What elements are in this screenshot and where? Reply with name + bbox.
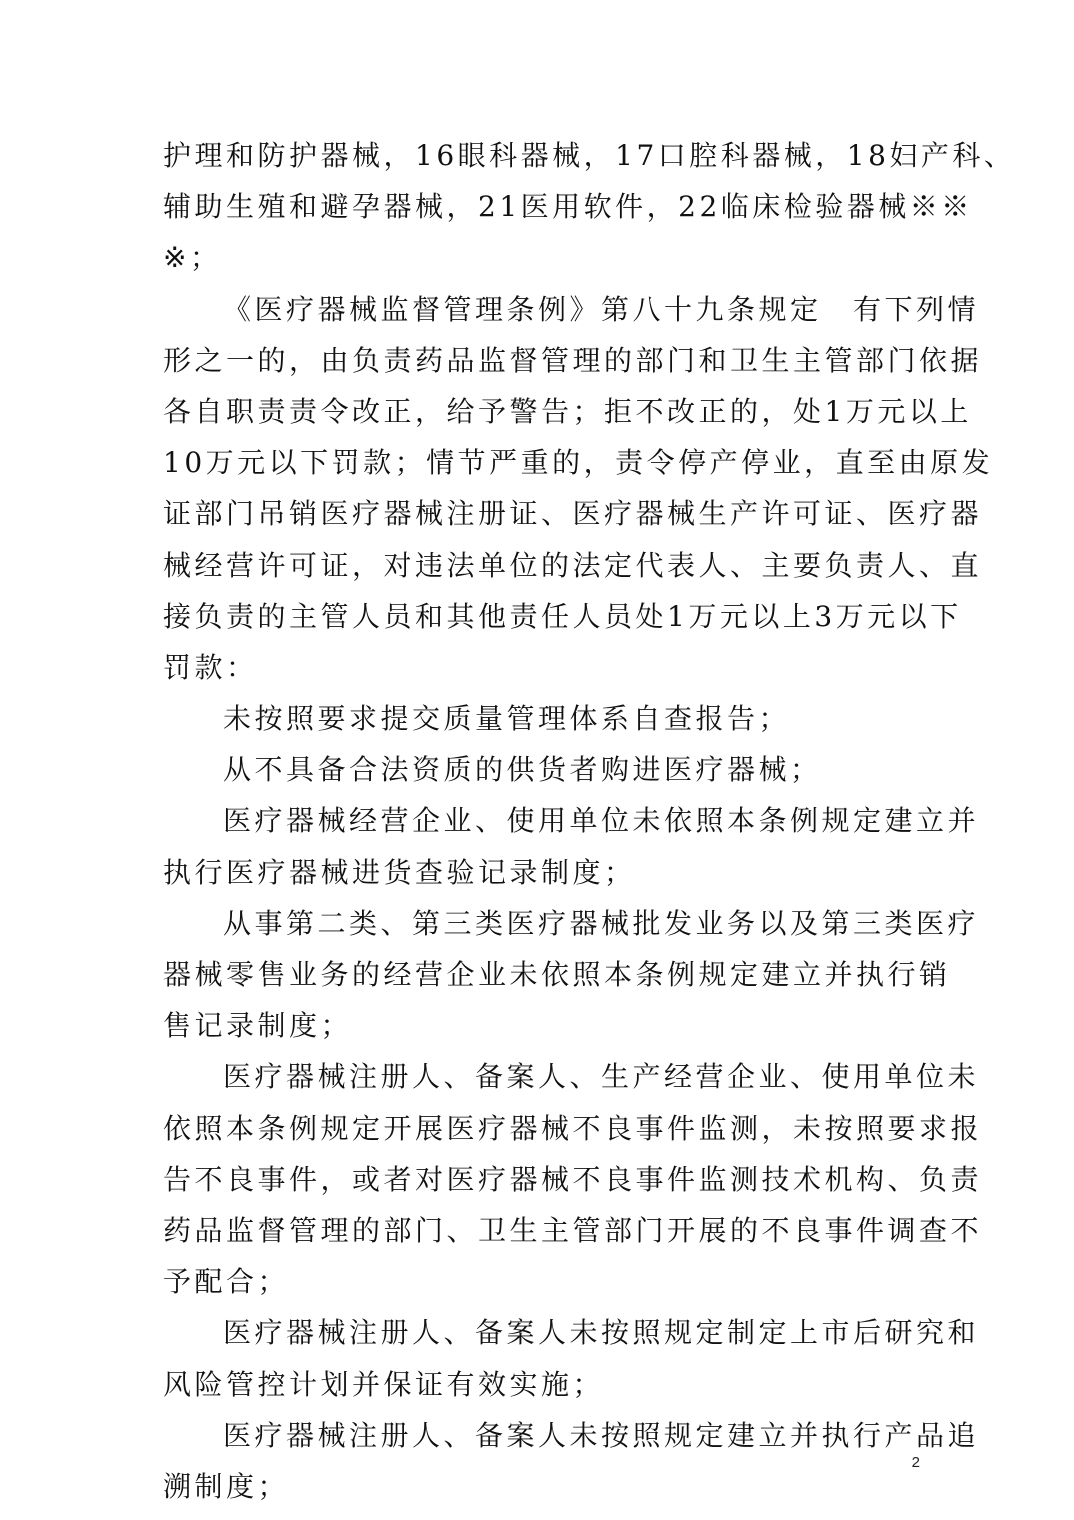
text-line: 从不具备合法资质的供货者购进医疗器械；	[223, 753, 822, 787]
text-line: 依照本条例规定开展医疗器械不良事件监测，未按照要求报	[163, 1111, 983, 1145]
text-line: 各自职责责令改正，给予警告；拒不改正的，处1万元以上	[163, 394, 972, 428]
text-line: 未按照要求提交质量管理体系自查报告；	[223, 702, 791, 736]
text-line: 医疗器械经营企业、使用单位未依照本条例规定建立并	[223, 804, 980, 838]
text-line: 告不良事件，或者对医疗器械不良事件监测技术机构、负责	[163, 1162, 983, 1196]
text-line: 药品监督管理的部门、卫生主管部门开展的不良事件调查不	[163, 1213, 983, 1247]
page-number: 2	[911, 1454, 920, 1471]
text-line: 10万元以下罚款；情节严重的，责令停产停业，直至由原发	[163, 446, 994, 480]
text-line: 械经营许可证，对违法单位的法定代表人、主要负责人、直	[163, 548, 983, 582]
document-body	[163, 130, 1016, 1512]
text-line: 罚款：	[163, 650, 258, 684]
text-line: 《医疗器械监督管理条例》第八十九条规定 有下列情	[223, 292, 980, 326]
text-line: 溯制度；	[163, 1469, 290, 1503]
text-line: 医疗器械注册人、备案人未按照规定制定上市后研究和	[223, 1316, 980, 1350]
text-line: 售记录制度；	[163, 1009, 353, 1043]
text-line: 形之一的，由负责药品监督管理的部门和卫生主管部门依据	[163, 343, 983, 377]
text-line: 风险管控计划并保证有效实施；	[163, 1367, 605, 1401]
text-line: 护理和防护器械，16眼科器械，17口腔科器械，18妇产科、	[163, 139, 1016, 172]
text-line: 执行医疗器械进货查验记录制度；	[163, 855, 636, 889]
text-line: 器械零售业务的经营企业未依照本条例规定建立并执行销	[163, 958, 951, 991]
text-line: 接负责的主管人员和其他责任人员处1万元以上3万元以下	[163, 599, 962, 633]
text-line: 辅助生殖和避孕器械，21医用软件，22临床检验器械※※	[163, 190, 973, 224]
text-line: 医疗器械注册人、备案人、生产经营企业、使用单位未	[223, 1060, 980, 1094]
text-line: 证部门吊销医疗器械注册证、医疗器械生产许可证、医疗器	[163, 497, 983, 531]
text-line: 医疗器械注册人、备案人未按照规定建立并执行产品追	[223, 1418, 980, 1452]
text-line: 从事第二类、第三类医疗器械批发业务以及第三类医疗	[223, 906, 980, 940]
text-line: ※；	[163, 241, 222, 275]
text-line: 予配合；	[163, 1265, 290, 1299]
